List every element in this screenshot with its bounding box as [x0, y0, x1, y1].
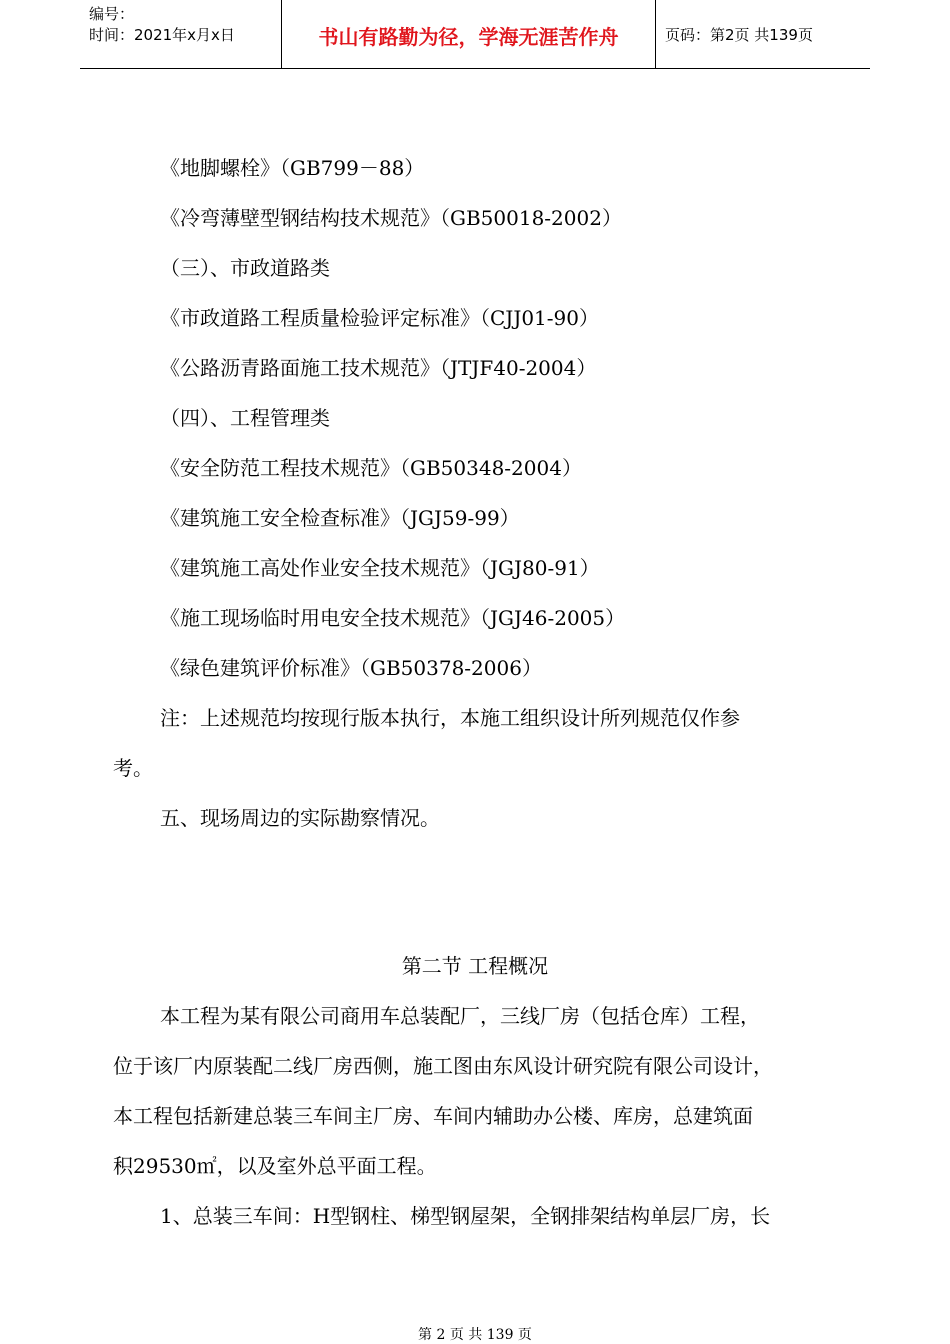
document-number-label: 编号：	[89, 5, 135, 23]
paragraph-line: 本工程为某有限公司商用车总装配厂，三线厂房（包括仓库）工程，	[160, 1004, 760, 1028]
header-motto: 书山有路勤为径，学海无涯苦作舟	[318, 25, 619, 49]
reference-category: （四）、工程管理类	[160, 406, 330, 430]
note-line: 注：上述规范均按现行版本执行，本施工组织设计所列规范仅作参	[160, 706, 740, 730]
header-page-number: 页码：第2页 共139页	[665, 26, 813, 44]
reference-item: 《安全防范工程技术规范》（GB50348-2004）	[160, 456, 582, 480]
reference-item: 《地脚螺栓》（GB799－88）	[160, 156, 425, 180]
page-header	[80, 0, 870, 69]
document-time-label: 时间：2021年x月x日	[89, 26, 235, 44]
header-divider	[655, 0, 656, 68]
reference-item: 《施工现场临时用电安全技术规范》（JGJ46-2005）	[160, 606, 626, 630]
section-heading: 五、现场周边的实际勘察情况。	[160, 806, 440, 830]
reference-item: 《冷弯薄壁型钢结构技术规范》（GB50018-2002）	[160, 206, 622, 230]
reference-item: 《市政道路工程质量检验评定标准》（CJJ01-90）	[160, 306, 599, 330]
paragraph-line: 1、总装三车间：H型钢柱、梯型钢屋架，全钢排架结构单层厂房，长	[160, 1204, 771, 1228]
header-meta	[89, 4, 284, 46]
paragraph-line: 本工程包括新建总装三车间主厂房、车间内辅助办公楼、库房，总建筑面	[113, 1104, 753, 1128]
note-line: 考。	[113, 756, 153, 780]
paragraph-line: 位于该厂内原装配二线厂房西侧，施工图由东风设计研究院有限公司设计，	[113, 1054, 773, 1078]
reference-category: （三）、市政道路类	[160, 256, 330, 280]
reference-item: 《绿色建筑评价标准》（GB50378-2006）	[160, 656, 542, 680]
reference-item: 《建筑施工安全检查标准》（JGJ59-99）	[160, 506, 520, 530]
page-footer: 第 2 页 共 139 页	[418, 1327, 532, 1343]
section-title: 第二节 工程概况	[401, 954, 549, 978]
paragraph-line: 积29530㎡，以及室外总平面工程。	[113, 1154, 437, 1178]
reference-item: 《建筑施工高处作业安全技术规范》（JGJ80-91）	[160, 556, 600, 580]
reference-item: 《公路沥青路面施工技术规范》（JTJF40-2004）	[160, 356, 597, 380]
